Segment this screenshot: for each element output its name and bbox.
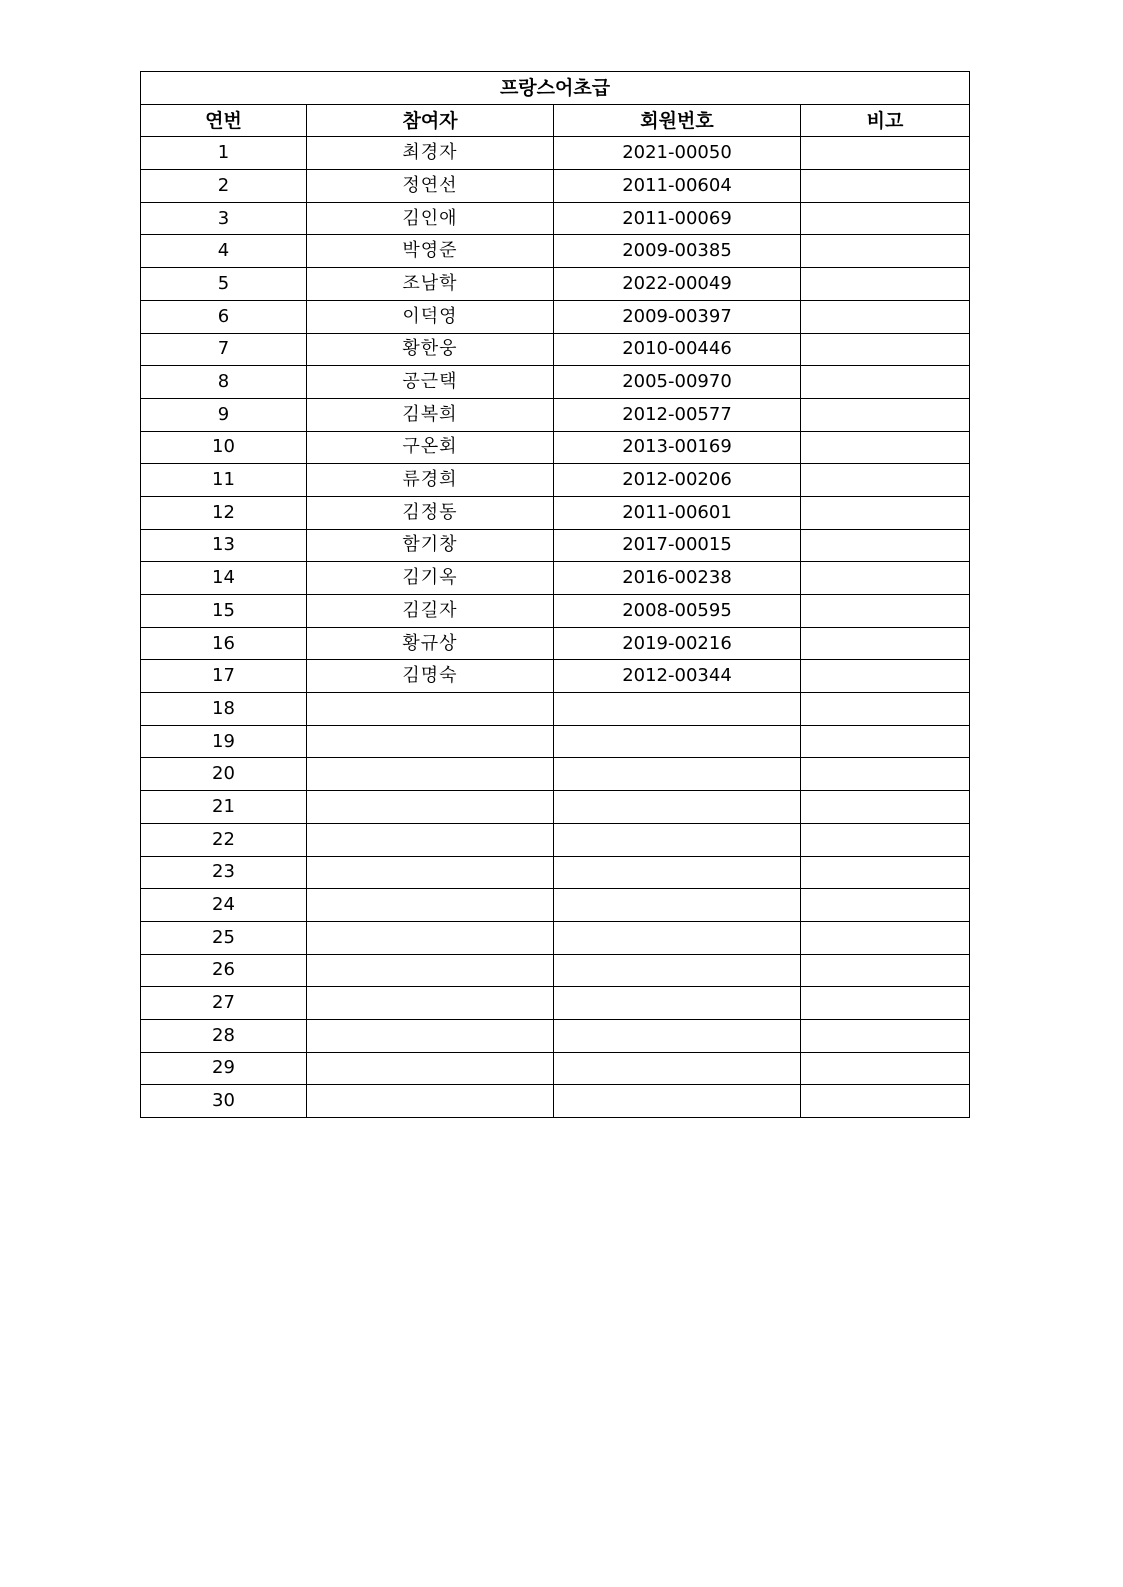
table-row: [141, 268, 970, 301]
member-id: [554, 693, 801, 726]
participant-name: [307, 889, 554, 922]
row-number: 3: [141, 202, 307, 235]
header-row: [141, 104, 970, 137]
member-id: [554, 921, 801, 954]
member-id: 2012-00577: [554, 398, 801, 431]
member-id: 2012-00344: [554, 660, 801, 693]
participant-name: 최경자: [307, 137, 554, 170]
header-no: 연번: [141, 104, 307, 137]
participant-name: 류경희: [307, 464, 554, 497]
note-cell: [801, 823, 970, 856]
participant-name: [307, 1052, 554, 1085]
row-number: 19: [141, 725, 307, 758]
participant-name: [307, 725, 554, 758]
participant-name: [307, 856, 554, 889]
note-cell: [801, 562, 970, 595]
table-row: [141, 791, 970, 824]
row-number: 24: [141, 889, 307, 922]
note-cell: [801, 954, 970, 987]
member-id: 2005-00970: [554, 366, 801, 399]
table-row: [141, 856, 970, 889]
row-number: 8: [141, 366, 307, 399]
row-number: 4: [141, 235, 307, 268]
participant-name: 황규상: [307, 627, 554, 660]
participant-name: 황한웅: [307, 333, 554, 366]
table-row: [141, 170, 970, 203]
table-row: [141, 529, 970, 562]
member-id: 2019-00216: [554, 627, 801, 660]
note-cell: [801, 529, 970, 562]
participant-name: [307, 1085, 554, 1118]
table-row: [141, 725, 970, 758]
participant-name: [307, 693, 554, 726]
member-id: 2022-00049: [554, 268, 801, 301]
note-cell: [801, 987, 970, 1020]
note-cell: [801, 398, 970, 431]
member-id: [554, 856, 801, 889]
member-id: [554, 1085, 801, 1118]
table-row: [141, 137, 970, 170]
note-cell: [801, 660, 970, 693]
member-id: 2008-00595: [554, 595, 801, 628]
participant-name: 김정동: [307, 496, 554, 529]
member-id: 2016-00238: [554, 562, 801, 595]
member-id: [554, 1019, 801, 1052]
row-number: 11: [141, 464, 307, 497]
row-number: 30: [141, 1085, 307, 1118]
table-row: [141, 954, 970, 987]
participant-name: 이덕영: [307, 300, 554, 333]
note-cell: [801, 1085, 970, 1118]
member-id: [554, 725, 801, 758]
row-number: 15: [141, 595, 307, 628]
table-row: [141, 333, 970, 366]
participant-name: 김기옥: [307, 562, 554, 595]
table-row: [141, 987, 970, 1020]
table-row: [141, 464, 970, 497]
participant-name: 공근택: [307, 366, 554, 399]
row-number: 6: [141, 300, 307, 333]
table-row: [141, 431, 970, 464]
row-number: 13: [141, 529, 307, 562]
participant-name: 박영준: [307, 235, 554, 268]
note-cell: [801, 137, 970, 170]
participant-name: [307, 921, 554, 954]
note-cell: [801, 693, 970, 726]
note-cell: [801, 856, 970, 889]
member-id: 2011-00069: [554, 202, 801, 235]
note-cell: [801, 235, 970, 268]
participant-name: [307, 758, 554, 791]
row-number: 2: [141, 170, 307, 203]
note-cell: [801, 170, 970, 203]
member-id: [554, 889, 801, 922]
row-number: 26: [141, 954, 307, 987]
member-id: [554, 1052, 801, 1085]
participant-name: 김복희: [307, 398, 554, 431]
member-id: [554, 987, 801, 1020]
table-row: [141, 1019, 970, 1052]
participant-name: [307, 1019, 554, 1052]
table-row: [141, 202, 970, 235]
table-row: [141, 627, 970, 660]
table-row: [141, 235, 970, 268]
table-row: [141, 562, 970, 595]
header-participant: 참여자: [307, 104, 554, 137]
table-title: 프랑스어초급: [141, 72, 970, 105]
header-note: 비고: [801, 104, 970, 137]
row-number: 12: [141, 496, 307, 529]
note-cell: [801, 268, 970, 301]
participant-name: 함기창: [307, 529, 554, 562]
participant-name: [307, 791, 554, 824]
roster-body: [141, 137, 970, 1118]
table-row: [141, 1052, 970, 1085]
participant-name: 김길자: [307, 595, 554, 628]
table-row: [141, 1085, 970, 1118]
row-number: 27: [141, 987, 307, 1020]
note-cell: [801, 758, 970, 791]
roster-sheet: [140, 71, 969, 1118]
note-cell: [801, 1019, 970, 1052]
row-number: 1: [141, 137, 307, 170]
note-cell: [801, 300, 970, 333]
note-cell: [801, 725, 970, 758]
member-id: 2021-00050: [554, 137, 801, 170]
participant-name: 정연선: [307, 170, 554, 203]
note-cell: [801, 333, 970, 366]
title-row: [141, 72, 970, 105]
roster-table: [140, 71, 970, 1118]
member-id: 2009-00385: [554, 235, 801, 268]
member-id: 2011-00604: [554, 170, 801, 203]
row-number: 14: [141, 562, 307, 595]
row-number: 18: [141, 693, 307, 726]
note-cell: [801, 496, 970, 529]
member-id: [554, 823, 801, 856]
member-id: [554, 791, 801, 824]
note-cell: [801, 921, 970, 954]
note-cell: [801, 595, 970, 628]
note-cell: [801, 202, 970, 235]
participant-name: 김인애: [307, 202, 554, 235]
note-cell: [801, 889, 970, 922]
row-number: 7: [141, 333, 307, 366]
member-id: 2017-00015: [554, 529, 801, 562]
table-row: [141, 496, 970, 529]
member-id: 2013-00169: [554, 431, 801, 464]
participant-name: [307, 954, 554, 987]
row-number: 5: [141, 268, 307, 301]
table-row: [141, 823, 970, 856]
member-id: [554, 954, 801, 987]
note-cell: [801, 366, 970, 399]
row-number: 25: [141, 921, 307, 954]
row-number: 23: [141, 856, 307, 889]
participant-name: 구온회: [307, 431, 554, 464]
member-id: 2012-00206: [554, 464, 801, 497]
member-id: 2011-00601: [554, 496, 801, 529]
member-id: 2009-00397: [554, 300, 801, 333]
participant-name: 조남학: [307, 268, 554, 301]
table-row: [141, 921, 970, 954]
row-number: 16: [141, 627, 307, 660]
participant-name: 김명숙: [307, 660, 554, 693]
table-row: [141, 693, 970, 726]
note-cell: [801, 627, 970, 660]
row-number: 9: [141, 398, 307, 431]
note-cell: [801, 464, 970, 497]
participant-name: [307, 987, 554, 1020]
table-row: [141, 398, 970, 431]
table-row: [141, 300, 970, 333]
table-row: [141, 366, 970, 399]
member-id: 2010-00446: [554, 333, 801, 366]
row-number: 22: [141, 823, 307, 856]
table-row: [141, 595, 970, 628]
row-number: 29: [141, 1052, 307, 1085]
row-number: 28: [141, 1019, 307, 1052]
row-number: 17: [141, 660, 307, 693]
row-number: 21: [141, 791, 307, 824]
row-number: 20: [141, 758, 307, 791]
row-number: 10: [141, 431, 307, 464]
note-cell: [801, 431, 970, 464]
table-row: [141, 660, 970, 693]
member-id: [554, 758, 801, 791]
note-cell: [801, 1052, 970, 1085]
header-member-id: 회원번호: [554, 104, 801, 137]
participant-name: [307, 823, 554, 856]
note-cell: [801, 791, 970, 824]
table-row: [141, 758, 970, 791]
table-row: [141, 889, 970, 922]
